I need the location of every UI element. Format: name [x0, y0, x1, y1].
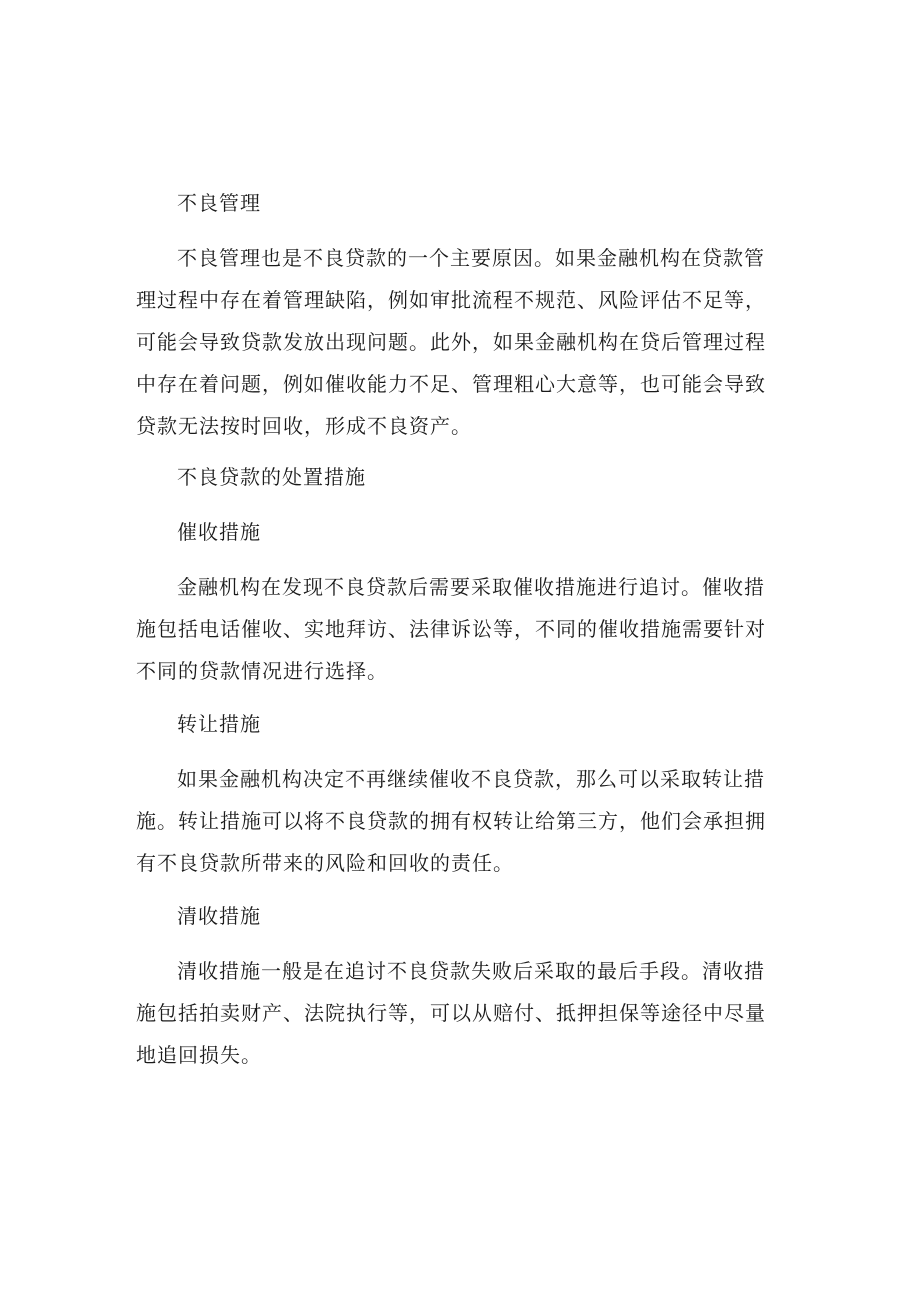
section-heading-transfer: 转让措施 [177, 712, 261, 736]
paragraph-collection: 金融机构在发现不良贷款后需要采取催收措施进行追讨。催收措施包括电话催收、实地拜访、法律诉讼等，不同的催收措施需要针对不同的贷款情况进行选择。 [136, 575, 766, 683]
section-heading-collection: 催收措施 [177, 520, 261, 544]
section-heading-bad-management: 不良管理 [177, 191, 261, 215]
paragraph-transfer: 如果金融机构决定不再继续催收不良贷款，那么可以采取转让措施。转让措施可以将不良贷款的拥有权转让给第三方，他们会承担拥有不良贷款所带来的风险和回收的责任。 [136, 767, 766, 875]
paragraph-bad-management: 不良管理也是不良贷款的一个主要原因。如果金融机构在贷款管理过程中存在着管理缺陷，例如审批流程不规范、风险评估不足等，可能会导致贷款发放出现问题。此外，如果金融机构在贷后管理过程中存在着问题，例如催收能力不足、管理粗心大意等，也可能会导致贷款无法按时回收，形成不良资产。 [136, 246, 766, 438]
paragraph-liquidation: 清收措施一般是在追讨不良贷款失败后采取的最后手段。清收措施包括拍卖财产、法院执行等，可以从赔付、抵押担保等途径中尽量地追回损失。 [136, 959, 766, 1067]
section-heading-disposal-measures: 不良贷款的处置措施 [177, 465, 366, 489]
section-heading-liquidation: 清收措施 [177, 904, 261, 928]
